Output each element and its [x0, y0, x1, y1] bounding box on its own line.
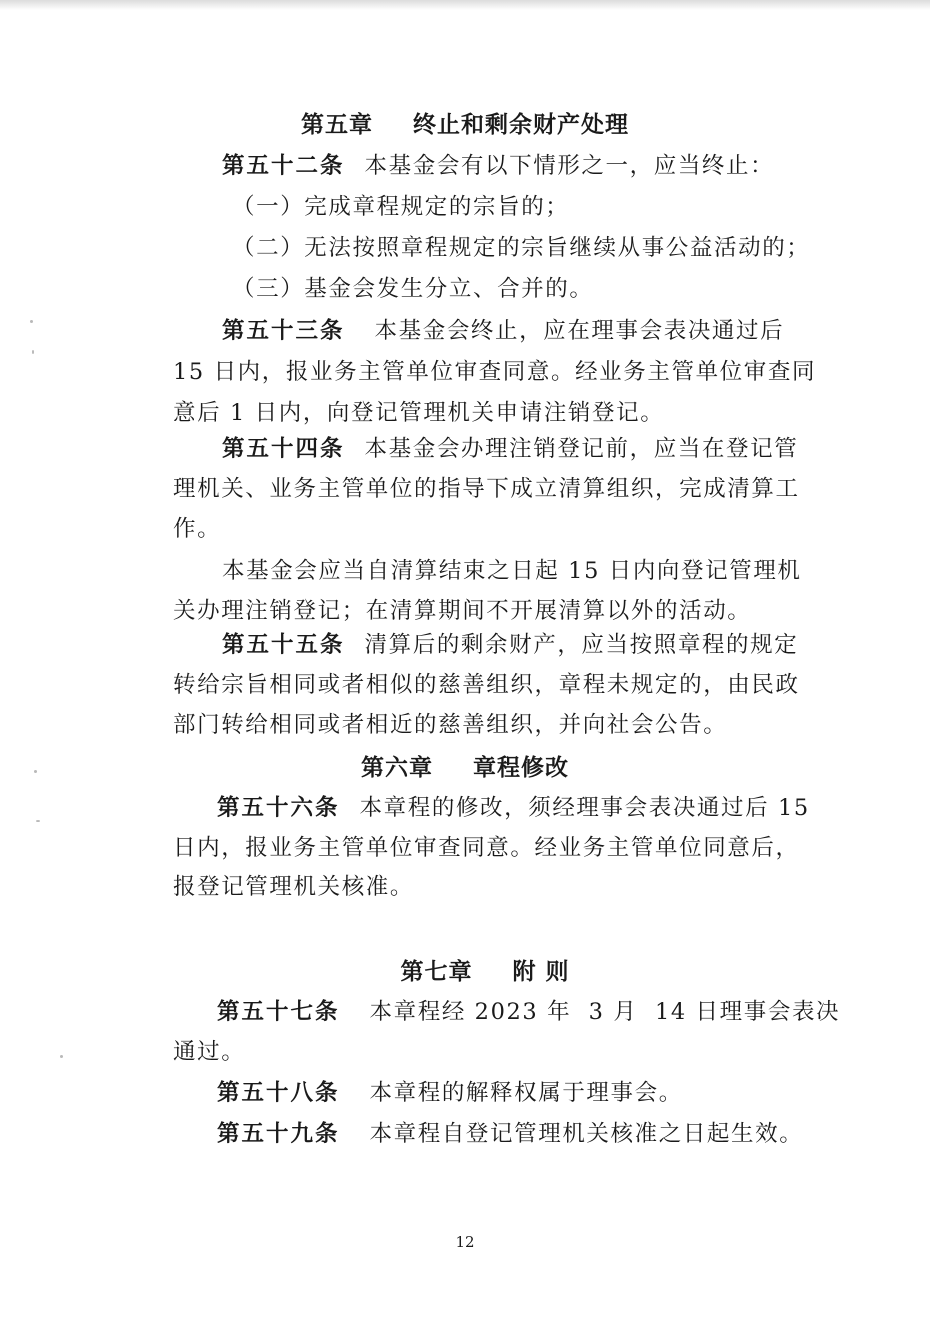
article-57-line-1: [217, 994, 840, 1026]
article-text: 本章程自登记管理机关核准之日起生效。: [369, 1121, 804, 1147]
article-59-line-1: [217, 1116, 803, 1148]
article-56-line-2: 日内，报业务主管单位审查同意。经业务主管单位同意后，: [173, 835, 800, 861]
article-53-line-2: 15 日内，报业务主管单位审查同意。经业务主管单位审查同: [173, 359, 817, 385]
article-text: 清算后的剩余财产，应当按照章程的规定: [364, 632, 799, 658]
article-55-line-3: 部门转给相同或者相近的慈善组织，并向社会公告。: [173, 712, 728, 738]
article-label: 第五十二条: [222, 153, 345, 179]
chapter-5-heading: [0, 106, 930, 139]
scan-speck: [60, 1055, 63, 1058]
article-55-line-2: 转给宗旨相同或者相似的慈善组织，章程未规定的，由民政: [173, 672, 800, 698]
article-58-line-1: [217, 1075, 683, 1107]
article-52-item-1: （一）完成章程规定的宗旨的；: [232, 194, 570, 220]
article-text: 本章程的解释权属于理事会。: [369, 1080, 683, 1106]
chapter-title: 终止和剩余财产处理: [413, 111, 629, 138]
article-text: 本基金会有以下情形之一，应当终止：: [364, 153, 775, 179]
scan-speck: [30, 320, 33, 323]
article-label: 第五十八条: [217, 1080, 340, 1106]
article-54-paragraph-2-line-2: 关办理注销登记；在清算期间不开展清算以外的活动。: [173, 598, 752, 624]
article-text: 本章程经 2023 年 3 月 14 日理事会表决: [369, 999, 841, 1025]
chapter-number: 第六章: [361, 754, 433, 781]
article-label: 第五十七条: [217, 999, 340, 1025]
chapter-title: 附 则: [512, 958, 570, 985]
article-52-line-1: [222, 148, 774, 180]
article-55-line-1: [222, 627, 798, 659]
page-number: 12: [455, 1233, 475, 1251]
article-label: 第五十四条: [222, 436, 345, 462]
article-56-line-3: 报登记管理机关核准。: [173, 874, 415, 900]
article-text: 本章程的修改，须经理事会表决通过后 15: [359, 795, 810, 821]
article-53-line-1: [222, 313, 784, 345]
chapter-number: 第七章: [400, 958, 473, 985]
chapter-number: 第五章: [301, 111, 373, 138]
article-54-line-1: [222, 431, 798, 463]
article-52-item-2: （二）无法按照章程规定的宗旨继续从事公益活动的；: [232, 235, 811, 261]
article-text: 本基金会终止，应在理事会表决通过后: [374, 318, 785, 344]
article-54-line-2: 理机关、业务主管单位的指导下成立清算组织，完成清算工: [173, 476, 800, 502]
scan-shadow: [0, 0, 930, 10]
article-label: 第五十九条: [217, 1121, 340, 1147]
article-53-line-3: 意后 1 日内，向登记管理机关申请注销登记。: [173, 400, 665, 426]
article-57-line-2: 通过。: [173, 1039, 246, 1065]
scan-speck: [36, 820, 40, 822]
article-52-item-3: （三）基金会发生分立、合并的。: [232, 276, 594, 302]
chapter-title: 章程修改: [473, 754, 569, 781]
article-label: 第五十六条: [217, 795, 340, 821]
chapter-6-heading: [0, 749, 930, 782]
article-label: 第五十三条: [222, 318, 345, 344]
scan-speck: [32, 350, 34, 354]
article-54-line-3: 作。: [173, 516, 222, 542]
article-54-paragraph-2-line-1: 本基金会应当自清算结束之日起 15 日内向登记管理机: [222, 558, 802, 584]
article-56-line-1: [217, 790, 810, 822]
chapter-7-heading: [0, 953, 930, 986]
article-text: 本基金会办理注销登记前，应当在登记管: [364, 436, 799, 462]
article-label: 第五十五条: [222, 632, 345, 658]
